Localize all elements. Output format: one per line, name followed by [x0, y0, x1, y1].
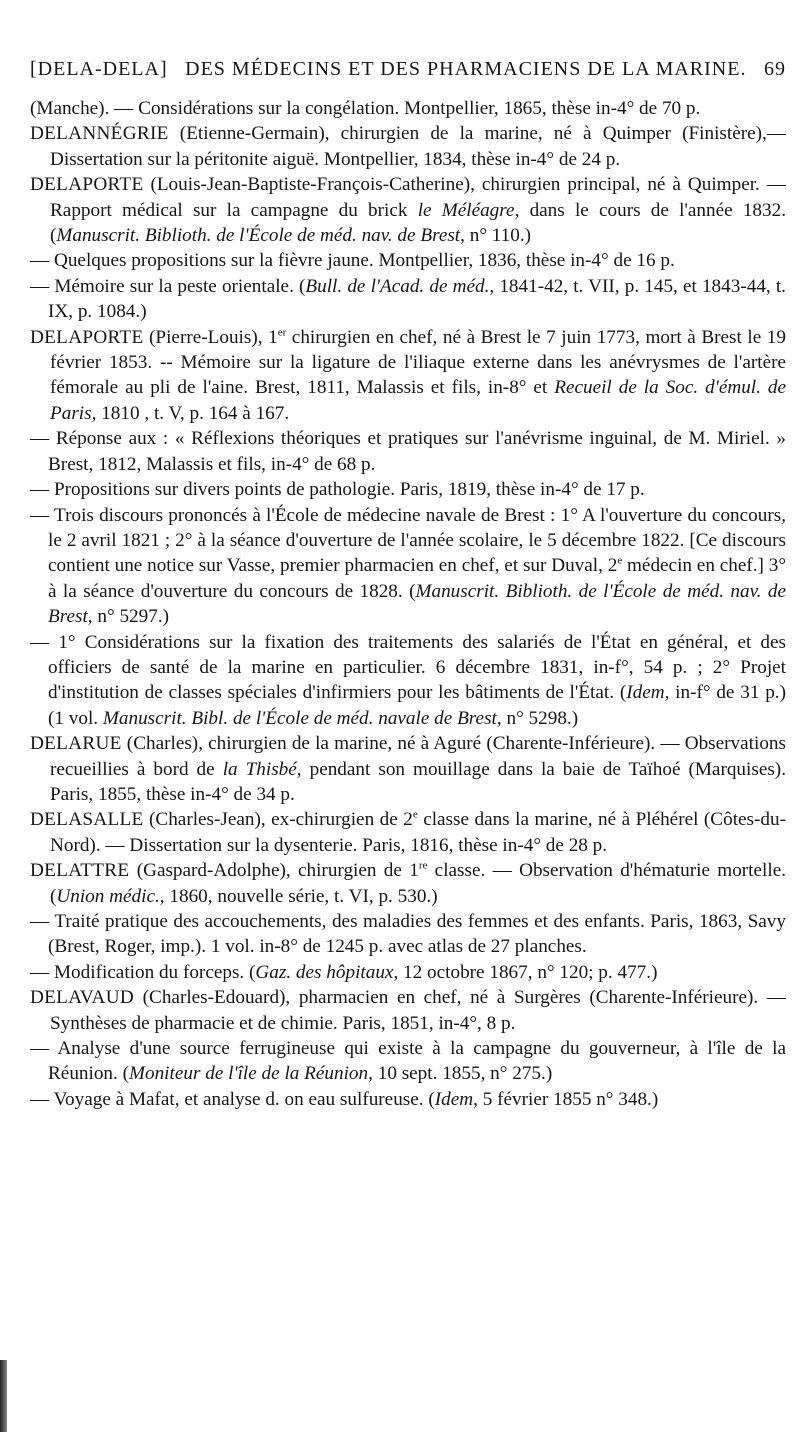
entry-text: , dans le cours de l'année 1832. (	[50, 199, 786, 247]
italic-citation: Manuscrit. Bibl. de l'École de méd. navale de Brest	[102, 707, 497, 729]
entry-text: , 12 octobre 1867, n° 120; p. 477.)	[393, 961, 658, 983]
entry-text: médecin en chef.] 3° à la séance d'ouverture du concours de 1828. (	[48, 555, 786, 602]
author-entry	[30, 807, 786, 858]
entry-text: , n° 110.)	[460, 225, 532, 247]
entry-text: classe dans la marine, né à Pléhérel (Côtes-du-Nord). — Dissertation sur la dysenterie. Paris, 1816, thèse in-4° de 28 p.	[50, 809, 786, 856]
author-surname: DELAPORTE	[30, 174, 144, 196]
author-surname: DELASALLE	[30, 809, 144, 831]
running-header	[30, 58, 786, 81]
entry-text: — Traité pratique des accouchements, des maladies des femmes et des enfants. Paris, 1863, Savy (Brest, Roger, imp.). 1 vol. in-8° de 1245 p. avec atlas de 27 planches.	[30, 911, 786, 958]
italic-citation: Gaz. des hôpitaux	[255, 961, 394, 983]
entry-text: , 10 sept. 1855, n° 275.)	[368, 1063, 553, 1085]
work-entry	[30, 426, 786, 477]
work-entry	[30, 248, 786, 273]
entry-text: , 5 février 1855 n° 348.)	[473, 1088, 659, 1110]
work-entry	[30, 630, 786, 732]
header-title: DES MÉDECINS ET DES PHARMACIENS DE LA MARINE.	[185, 58, 747, 80]
author-entry	[30, 731, 786, 807]
entry-text: , 1810 , t. V, p. 164 à 167.	[91, 402, 290, 424]
entry-text: , in-f° de 31 p.) (1 vol.	[48, 682, 786, 729]
author-entry	[30, 121, 786, 172]
entry-text: (Charles), chirurgien de la marine, né à Aguré (Charente-Inférieure). — Observations recueillies à bord de	[50, 733, 786, 780]
italic-citation: Idem	[434, 1088, 474, 1110]
italic-citation: Recueil de la Soc. d'émul. de Paris	[50, 377, 786, 424]
entry-text: (Charles-Jean), ex-chirurgien de 2	[143, 809, 413, 831]
entry-text: , 1860, nouvelle série, t. VI, p. 530.)	[159, 885, 438, 907]
page-number: 69	[763, 58, 786, 80]
italic-citation: Manuscrit. Biblioth. de l'École de méd. nav. de Brest	[48, 580, 787, 628]
italic-citation: le Méléagre	[417, 199, 515, 221]
entry-text: classe. — Observation d'hématurie mortelle. (	[50, 860, 787, 907]
author-entry	[30, 172, 786, 248]
scan-edge-shadow	[0, 1360, 7, 1432]
entry-text: (Louis-Jean-Baptiste-François-Catherine), chirurgien principal, né à Quimper. — Rapport médical sur la campagne du brick	[50, 174, 786, 221]
work-entry	[30, 1087, 786, 1112]
work-entry	[30, 960, 786, 985]
entry-text: (Charles-Edouard), pharmacien en chef, né à Surgères (Charente-Inférieure). — Synthèses de pharmacie et de chimie. Paris, 1851, in-4°, 8 p.	[50, 987, 786, 1034]
entry-text: , 1841-42, t. VII, p. 145, et 1843-44, t. IX, p. 1084.)	[48, 275, 786, 323]
entry-text: (Pierre-Louis), 1	[143, 326, 278, 348]
superscript: er	[277, 326, 287, 339]
work-entry	[30, 477, 786, 502]
continued-entry	[30, 96, 786, 121]
italic-citation: Moniteur de l'île de la Réunion	[129, 1063, 369, 1085]
author-entry	[30, 858, 786, 909]
entry-text: chirurgien en chef, né à Brest le 7 juin 1773, mort à Brest le 19 février 1853. -- Mémoire sur la ligature de l'iliaque externe dans les anévrysmes de l'artère fémorale au pli de l'aine. Brest, 1811, Malassis et fils, in-8° et	[50, 326, 786, 399]
entry-text: — 1° Considérations sur la fixation des traitements des salariés de l'État en général, et des officiers de santé de la marine en particulier. 6 décembre 1831, in-f°, 54 p. ; 2° Projet d'institution de classes spéciales d'infirmiers pour les bâtiments de l'État. (	[30, 631, 786, 704]
author-surname: DELARUE	[30, 733, 122, 755]
entry-text: — Mémoire sur la peste orientale. (	[30, 275, 306, 297]
entry-text: — Quelques propositions sur la fièvre jaune. Montpellier, 1836, thèse in-4° de 16 p.	[30, 250, 675, 272]
entry-text: — Voyage à Mafat, et analyse d. on eau sulfureuse. (	[30, 1088, 435, 1110]
superscript: re	[418, 859, 428, 872]
superscript: e	[617, 554, 623, 567]
entry-text: (Gaspard-Adolphe), chirurgien de 1	[129, 860, 419, 882]
entry-text: , pendant son mouillage dans la baie de Taïhoé (Marquises). Paris, 1855, thèse in-4° de 34 p.	[50, 758, 786, 805]
author-entry	[30, 325, 786, 427]
header-range: [DELA-DELA]	[30, 58, 168, 80]
italic-citation: Union médic.	[56, 885, 160, 907]
entry-text: — Modification du forceps. (	[30, 961, 256, 983]
entry-text: — Trois discours prononcés à l'École de médecine navale de Brest : 1° A l'ouverture du concours, le 2 avril 1821 ; 2° à la séance d'ouverture de l'année scolaire, le 5 décembre 1822. [Ce discours contient une notice sur Vasse, premier pharmacien en chef, et sur Duval, 2	[30, 504, 786, 577]
entry-text: — Propositions sur divers points de pathologie. Paris, 1819, thèse in-4° de 17 p.	[30, 479, 645, 501]
author-surname: DELAVAUD	[30, 987, 135, 1009]
entry-text: (Etienne-Germain), chirurgien de la marine, né à Quimper (Finistère),— Dissertation sur la péritonite aiguë. Montpellier, 1834, thèse in-4° de 24 p.	[50, 123, 786, 170]
italic-citation: Manuscrit. Biblioth. de l'École de méd. nav. de Brest	[56, 225, 461, 247]
entry-text: (Manche). — Considérations sur la congélation. Montpellier, 1865, thèse in-4° de 70 p.	[30, 98, 701, 119]
author-entry	[30, 985, 786, 1036]
author-surname: DELANNÉGRIE	[30, 123, 169, 145]
author-surname: DELAPORTE	[30, 326, 144, 348]
entry-text: — Analyse d'une source ferrugineuse qui existe à la campagne du gouverneur, à l'île de la Réunion. (	[30, 1038, 786, 1085]
author-surname: DELATTRE	[30, 860, 130, 882]
superscript: e	[412, 808, 418, 821]
entry-text: , n° 5298.)	[496, 707, 579, 729]
work-entry	[30, 909, 786, 960]
italic-citation: Idem	[626, 682, 665, 704]
entry-text: — Réponse aux : « Réflexions théoriques et pratiques sur l'anévrisme inguinal, de M. Miriel. » Brest, 1812, Malassis et fils, in-4° de 68 p.	[30, 428, 786, 475]
entry-text: , n° 5297.)	[87, 606, 170, 628]
bibliography-entries	[30, 96, 786, 1112]
work-entry	[30, 274, 786, 325]
italic-citation: Bull. de l'Acad. de méd.	[305, 275, 490, 297]
italic-citation: la Thisbé	[222, 758, 297, 780]
work-entry	[30, 503, 786, 630]
work-entry	[30, 1036, 786, 1087]
